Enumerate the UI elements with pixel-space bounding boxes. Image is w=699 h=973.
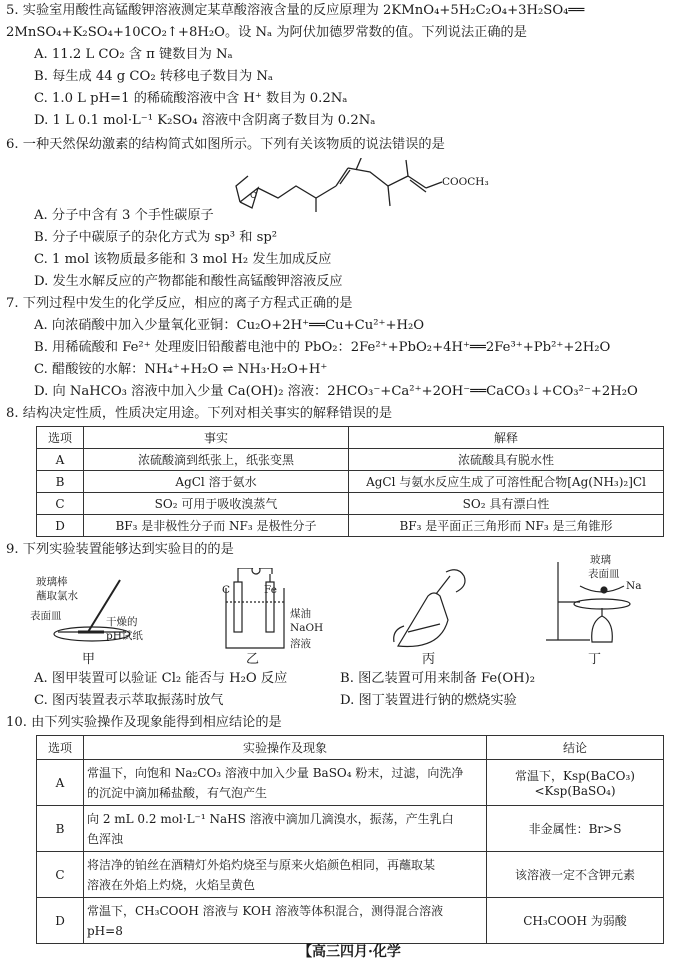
- table-row: [37, 852, 664, 898]
- q6-option-b: B. 分子中碳原子的杂化方式为 sp³ 和 sp²: [34, 230, 278, 245]
- q10-operation-line: 溶液在外焰上灼烧，火焰呈黄色: [87, 877, 256, 892]
- q8-row-explain: AgCl 与氨水反应生成了可溶性配合物[Ag(NH₃)₂]Cl: [349, 471, 664, 493]
- q5-stem-line1: 5. 实验室用酸性高锰酸钾溶液测定某草酸溶液含量的反应原理为 2KMnO₄+5H₂C₂O₄+3H₂SO₄══: [6, 3, 585, 18]
- q10-stem: 10. 由下列实验操作及现象能得到相应结论的是: [6, 715, 282, 730]
- table-row: [37, 806, 664, 852]
- q6-option-d: D. 发生水解反应的产物都能和酸性高锰酸钾溶液反应: [34, 274, 343, 289]
- q8-header-fact: 事实: [84, 427, 349, 449]
- table-row: [37, 760, 664, 806]
- q5-option-d: D. 1 L 0.1 mol·L⁻¹ K₂SO₄ 溶液中含阴离子数目为 0.2Nₐ: [34, 113, 376, 128]
- fig-jia-text4: 干燥的: [106, 616, 138, 628]
- epoxide-o-label: O: [250, 191, 258, 201]
- q10-row-operation: [84, 806, 487, 852]
- q10-table: [36, 735, 664, 944]
- q10-row-option: B: [37, 806, 84, 852]
- q5-option-b: B. 每生成 44 g CO₂ 转移电子数目为 Nₐ: [34, 69, 273, 84]
- q10-operation-line: 的沉淀中滴加稀盐酸，有气泡产生: [87, 785, 268, 800]
- q10-operation-line: 常温下，CH₃COOH 溶液与 KOH 溶液等体积混合，测得混合溶液: [87, 903, 444, 918]
- q10-row-conclusion: CH₃COOH 为弱酸: [487, 898, 664, 944]
- fig-ding-dish: 表面皿: [588, 568, 620, 580]
- q8-row-fact: 浓硫酸滴到纸张上，纸张变黑: [84, 449, 349, 471]
- q10-operation-line: 将洁净的铂丝在酒精灯外焰灼烧至与原来火焰颜色相同，再蘸取某: [87, 857, 436, 872]
- q7-option-d: D. 向 NaHCO₃ 溶液中加入少量 Ca(OH)₂ 溶液：2HCO₃⁻+Ca²⁺+2OH⁻══CaCO₃↓+CO₃²⁻+2H₂O: [34, 384, 638, 399]
- fig-jia-text3: 表面皿: [30, 610, 62, 622]
- q8-row-option: C: [37, 493, 84, 515]
- q10-row-option: C: [37, 852, 84, 898]
- q8-row-fact: AgCl 溶于氨水: [84, 471, 349, 493]
- q7-option-c: C. 醋酸铵的水解：NH₄⁺+H₂O ⇌ NH₃·H₂O+H⁺: [34, 362, 328, 377]
- fig-ding-glass: 玻璃: [590, 554, 611, 566]
- q10-row-operation: [84, 760, 487, 806]
- q7-stem: 7. 下列过程中发生的化学反应，相应的离子方程式正确的是: [6, 296, 353, 311]
- fig-yi-solution: 溶液: [290, 638, 311, 650]
- table-row: [37, 898, 664, 944]
- q10-row-conclusion: 常温下，Ksp(BaCO₃)<Ksp(BaSO₄): [487, 760, 664, 806]
- q8-row-option: B: [37, 471, 84, 493]
- table-row: [37, 449, 664, 471]
- fig-jia-text1: 玻璃棒: [36, 576, 68, 588]
- q10-operation-line: 向 2 mL 0.2 mol·L⁻¹ NaHS 溶液中滴加几滴溴水，振荡，产生乳白: [87, 811, 454, 826]
- q6-option-a: A. 分子中含有 3 个手性碳原子: [34, 208, 214, 223]
- q6-coo-label: COOCH₃: [442, 176, 489, 188]
- fig-yi-c: C: [222, 584, 231, 596]
- q8-row-option: A: [37, 449, 84, 471]
- q9-option-a: A. 图甲装置可以验证 Cl₂ 能否与 H₂O 反应: [34, 671, 288, 686]
- fig-jia-text2: 蘸取氯水: [36, 590, 78, 602]
- q6-stem: 6. 一种天然保幼激素的结构简式如图所示。下列有关该物质的说法错误的是: [6, 137, 445, 152]
- fig-jia-text5: pH试纸: [106, 630, 143, 642]
- fig-yi-fe: Fe: [264, 584, 277, 596]
- q9-option-d: D. 图丁装置进行钠的燃烧实验: [340, 693, 517, 708]
- q8-stem: 8. 结构决定性质，性质决定用途。下列对相关事实的解释错误的是: [6, 406, 393, 421]
- q7-option-a: A. 向浓硝酸中加入少量氧化亚铜：Cu₂O+2H⁺══Cu+Cu²⁺+H₂O: [34, 318, 425, 333]
- fig-ding-na: Na: [626, 580, 642, 592]
- fig-jia-label: 甲: [82, 652, 96, 667]
- q8-header-explain: 解释: [349, 427, 664, 449]
- q10-header-operation: 实验操作及现象: [84, 736, 487, 760]
- q10-operation-line: 常温下，向饱和 Na₂CO₃ 溶液中加入少量 BaSO₄ 粉末，过滤，向洗净: [87, 765, 464, 780]
- q5-stem-line2: 2MnSO₄+K₂SO₄+10CO₂↑+8H₂O。设 Nₐ 为阿伏加德罗常数的值。下列说法正确的是: [6, 25, 527, 40]
- q10-operation-line: 色浑浊: [87, 831, 124, 846]
- q8-header-option: 选项: [37, 427, 84, 449]
- q8-row-option: D: [37, 515, 84, 537]
- table-row: [37, 471, 664, 493]
- q8-row-fact: SO₂ 可用于吸收溴蒸气: [84, 493, 349, 515]
- q9-option-b: B. 图乙装置可用来制备 Fe(OH)₂: [340, 671, 536, 686]
- q10-header-option: 选项: [37, 736, 84, 760]
- table-row: [37, 515, 664, 537]
- fig-bing-apparatus: [378, 566, 488, 652]
- q5-option-a: A. 11.2 L CO₂ 含 π 键数目为 Nₐ: [34, 47, 233, 62]
- q8-row-explain: 浓硫酸具有脱水性: [349, 449, 664, 471]
- q8-table: [36, 426, 664, 537]
- fig-yi-kerosene: 煤油: [290, 608, 311, 620]
- q10-row-option: A: [37, 760, 84, 806]
- q6-option-c: C. 1 mol 该物质最多能和 3 mol H₂ 发生加成反应: [34, 252, 332, 267]
- fig-bing-label: 丙: [422, 652, 436, 667]
- q8-row-explain: SO₂ 具有漂白性: [349, 493, 664, 515]
- q8-row-explain: BF₃ 是平面正三角形而 NF₃ 是三角锥形: [349, 515, 664, 537]
- fig-yi-label: 乙: [246, 652, 260, 667]
- page-footer: 【高三四月·化学: [298, 944, 401, 960]
- q10-row-operation: [84, 852, 487, 898]
- q10-row-operation: [84, 898, 487, 944]
- fig-yi-naoh: NaOH: [290, 622, 324, 634]
- q7-option-b: B. 用稀硫酸和 Fe²⁺ 处理废旧铅酸蓄电池中的 PbO₂：2Fe²⁺+PbO₂+4H⁺══2Fe³⁺+Pb²⁺+2H₂O: [34, 340, 611, 355]
- q10-row-conclusion: 非金属性：Br>S: [487, 806, 664, 852]
- q10-row-option: D: [37, 898, 84, 944]
- q9-stem: 9. 下列实验装置能够达到实验目的的是: [6, 542, 234, 557]
- q10-operation-line: pH=8: [87, 923, 123, 938]
- q10-header-conclusion: 结论: [487, 736, 664, 760]
- q9-option-c: C. 图丙装置表示萃取振荡时放气: [34, 693, 224, 708]
- q10-row-conclusion: 该溶液一定不含钾元素: [487, 852, 664, 898]
- table-row: [37, 493, 664, 515]
- fig-ding-label: 丁: [588, 652, 602, 667]
- q5-option-c: C. 1.0 L pH=1 的稀硫酸溶液中含 H⁺ 数目为 0.2Nₐ: [34, 91, 348, 106]
- q8-row-fact: BF₃ 是非极性分子而 NF₃ 是极性分子: [84, 515, 349, 537]
